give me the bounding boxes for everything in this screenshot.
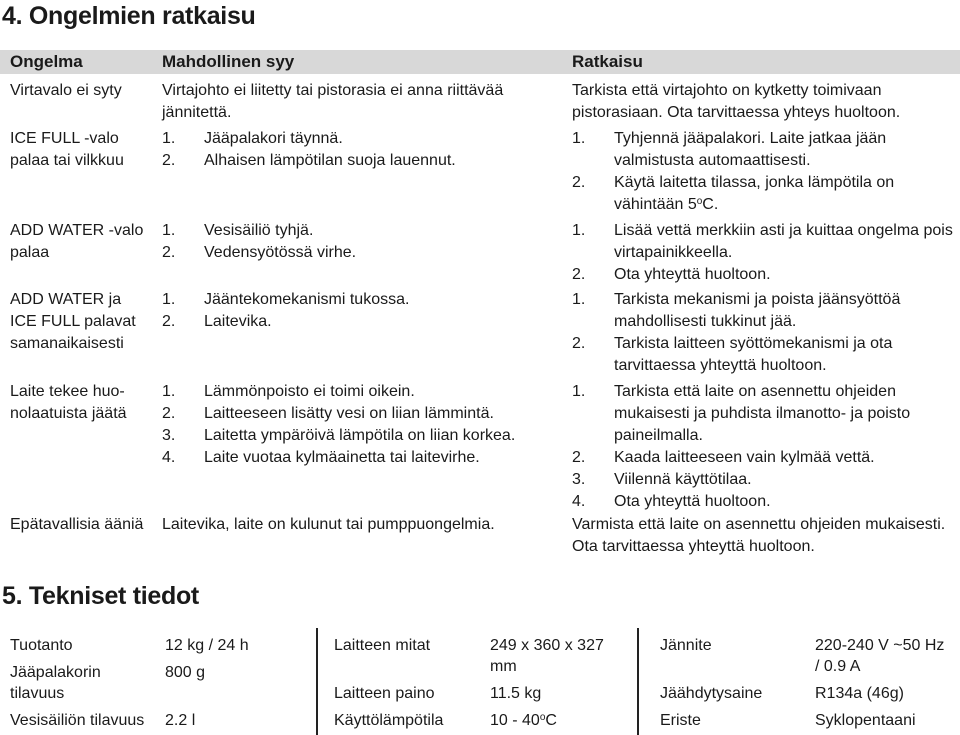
table-header-band [0,50,960,74]
cause-text: Laitevika. [204,313,272,330]
item-number: 2. [162,244,176,261]
degree-sup: o [539,712,546,723]
table-row-1-cause [162,80,537,124]
item-number: 1. [162,130,176,147]
solution-text: Tyhjennä jääpalakori. Laite jatkaa jään valmistusta automaattisesti. [614,130,887,169]
problem-line: nolaatuista jäätä [10,405,127,422]
table-row-5-problem [10,381,155,425]
table-row-1-solution [572,80,954,124]
spec-value-mitat [490,635,604,677]
cause-text: Virtajohto ei liitetty tai pistorasia ei anna riittävää jännitettä. [162,82,504,121]
spec-label-mitat: Laitteen mitat [334,637,431,654]
table-row-4-solution [572,289,954,377]
item-number: 4. [572,493,586,510]
spec-value-part: C [545,712,557,729]
table-row-2-cause [162,128,537,172]
spec-value-tuotanto: 12 kg / 24 h [165,637,249,654]
table-row-4-problem [10,289,155,355]
item-number: 3. [162,427,176,444]
cause-text: Laitteeseen lisätty vesi on liian lämmintä. [204,405,494,422]
solution-text: Lisää vettä merkkiin asti ja kuittaa ongelma pois virtapainikkeella. [614,222,953,261]
spec-label-tuotanto: Tuotanto [10,637,73,654]
item-number: 4. [162,449,176,466]
spec-label-paino: Laitteen paino [334,685,435,702]
table-row-6-problem [10,514,160,536]
problem-line: Epätavallisia ääniä [10,516,144,533]
spec-value-paino: 11.5 kg [490,685,542,702]
item-number: 3. [572,471,586,488]
solution-text: Kaada laitteeseen vain kylmää vettä. [614,449,875,466]
solution-text: Varmista että laite on asennettu ohjeiden mukaisesti. Ota tarvittaessa yhteyttä huoltoon. [572,516,946,555]
spec-label-jannite: Jännite [660,637,712,654]
solution-text-main: Käytä laitetta tilassa, jonka lämpötila on vähintään 5 [614,174,895,213]
solution-text: Ota yhteyttä huoltoon. [614,493,771,510]
spec-label-jaapalakori [10,662,101,704]
solution-text [614,172,954,216]
header-cause: Mahdollinen syy [162,52,295,71]
item-number: 1. [162,383,176,400]
problem-line: ADD WATER ja [10,291,122,308]
item-number: 2. [572,335,586,352]
cause-text: Laite vuotaa kylmäainetta tai laitevirhe. [204,449,480,466]
cause-text: Vesisäiliö tyhjä. [204,222,314,239]
solution-text: Tarkista laitteen syöttömekanismi ja ota tarvittaessa yhteyttä huoltoon. [614,335,893,374]
item-number: 2. [162,313,176,330]
section-4-title: 4. Ongelmien ratkaisu [2,2,256,30]
spec-value-line: / 0.9 A [815,658,861,675]
problem-line: Virtavalo ei syty [10,82,122,99]
solution-text: Tarkista mekanismi ja poista jäänsyöttöä mahdollisesti tukkinut jää. [614,291,901,330]
item-number: 2. [162,405,176,422]
spec-value-kaytto [490,710,557,731]
solution-text: Ota yhteyttä huoltoon. [614,266,771,283]
solution-text: Tarkista että virtajohto on kytketty toimivaan pistorasiaan. Ota tarvittaessa yhteys huoltoon. [572,82,901,121]
spec-value-line: mm [490,658,517,675]
table-row-5-solution [572,381,954,513]
item-number: 1. [572,130,586,147]
spec-value-line: 249 x 360 x 327 [490,637,604,654]
degree-unit: C. [702,196,719,213]
item-number: 1. [572,383,586,400]
spec-label-line: tilavuus [10,685,65,702]
spec-label-jaahdytysaine: Jäähdytysaine [660,685,763,702]
item-number: 1. [162,291,176,308]
cause-text: Jääpalakori täynnä. [204,130,343,147]
spec-label-vesisailio: Vesisäiliön tilavuus [10,712,145,729]
problem-line: samanaikaisesti [10,335,124,352]
table-row-3-cause [162,220,537,264]
problem-line: ICE FULL palavat [10,313,136,330]
problem-line: palaa [10,244,50,261]
table-row-2-solution [572,128,954,216]
table-row-1-problem [10,80,155,102]
spec-value-jaahdytysaine: R134a (46g) [815,685,904,702]
item-number: 1. [572,291,586,308]
table-row-3-solution [572,220,954,286]
item-number: 2. [162,152,176,169]
header-solution: Ratkaisu [572,52,643,71]
problem-line: ADD WATER -valo [10,222,144,239]
table-row-5-cause [162,381,537,469]
solution-text: Tarkista että laite on asennettu ohjeiden mukaisesti ja puhdista ilmanotto- ja poisto paineilmalla. [614,383,911,444]
problem-line: ICE FULL -valo [10,130,119,147]
item-number: 1. [162,222,176,239]
cause-text: Vedensyötössä virhe. [204,244,357,261]
spec-value-line: 220-240 V ~50 Hz [815,637,945,654]
spec-value-jannite [815,635,944,677]
cause-text: Laitevika, laite on kulunut tai pumppuongelmia. [162,516,495,533]
spec-label-eriste: Eriste [660,712,701,729]
solution-text: Viilennä käyttötilaa. [614,471,752,488]
item-number: 2. [572,266,586,283]
table-row-6-solution [572,514,954,558]
table-row-6-cause [162,514,562,536]
table-row-3-problem [10,220,155,264]
item-number: 2. [572,449,586,466]
degree-sup: o [696,196,703,207]
spec-label-kaytto: Käyttölämpötila [334,712,444,729]
item-number: 1. [572,222,586,239]
problem-line: palaa tai vilkkuu [10,152,124,169]
section-5-title: 5. Tekniset tiedot [2,582,199,610]
table-row-4-cause [162,289,537,333]
spec-value-part: 10 - 40 [490,712,540,729]
item-number: 2. [572,174,586,191]
cause-text: Jääntekomekanismi tukossa. [204,291,410,308]
spec-value-vesisailio: 2.2 l [165,712,196,729]
header-problem: Ongelma [10,52,83,71]
problem-line: Laite tekee huo- [10,383,125,400]
spec-divider [637,628,639,735]
spec-value-jaapalakori: 800 g [165,664,206,681]
cause-text: Laitetta ympäröivä lämpötila on liian korkea. [204,427,516,444]
spec-label-line: Jääpalakorin [10,664,101,681]
spec-value-eriste: Syklopentaani [815,712,916,729]
cause-text: Alhaisen lämpötilan suoja lauennut. [204,152,456,169]
spec-divider [316,628,318,735]
table-row-2-problem [10,128,155,172]
cause-text: Lämmönpoisto ei toimi oikein. [204,383,415,400]
